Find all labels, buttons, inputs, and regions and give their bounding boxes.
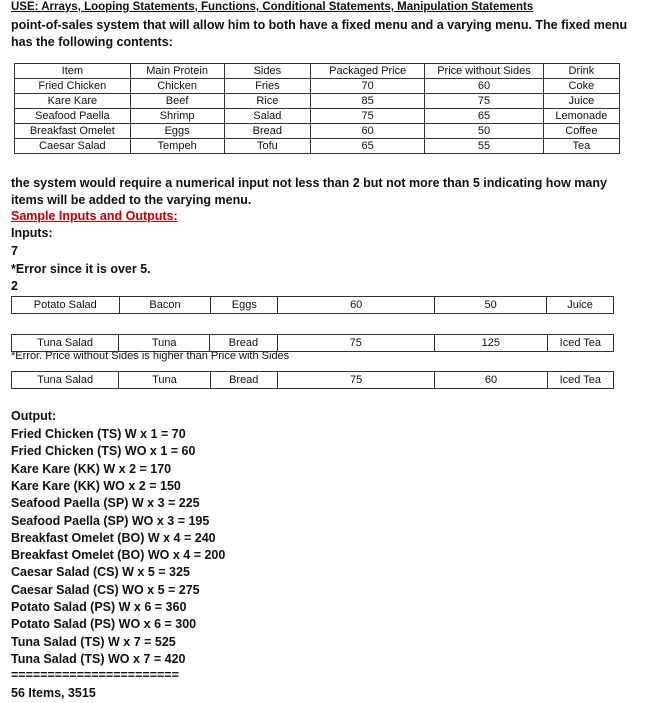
output-line: Tuna Salad (TS) W x 7 = 525 — [11, 634, 176, 649]
menu-row — [15, 124, 620, 139]
input-row-tuna-valid — [11, 371, 614, 389]
input-row-potato — [11, 296, 614, 314]
sample-title: Sample Inputs and Outputs: — [11, 209, 178, 223]
requirement-paragraph: the system would require a numerical input not less than 2 but not more than 5 indicating how many items will be added to the varying menu. — [11, 176, 607, 207]
menu-cell: Lemonade — [543, 109, 619, 124]
menu-cell: Tofu — [224, 139, 311, 154]
menu-cell: Salad — [224, 109, 311, 124]
input-cell: 125 — [434, 335, 547, 352]
menu-column-header: Sides — [224, 64, 311, 79]
output-line: Seafood Paella (SP) WO x 3 = 195 — [11, 513, 210, 528]
menu-cell: 75 — [425, 94, 544, 109]
menu-column-header: Item — [15, 64, 131, 79]
input-cell: Bacon — [119, 297, 211, 314]
menu-header-row — [15, 64, 620, 79]
menu-cell: Coffee — [543, 124, 619, 139]
output-line: Seafood Paella (SP) W x 3 = 225 — [11, 496, 200, 511]
menu-cell: 55 — [425, 139, 544, 154]
menu-cell: 75 — [311, 109, 425, 124]
input-cell: Tuna Salad — [12, 372, 119, 389]
input-cell: Iced Tea — [547, 372, 613, 389]
menu-row — [15, 79, 620, 94]
input-value-2: 2 — [11, 279, 18, 293]
menu-column-header: Main Protein — [130, 64, 224, 79]
error-message-2: *Error. Price without Sides is higher than Price with Sides — [11, 350, 290, 362]
input-cell: 50 — [435, 297, 547, 314]
menu-row — [15, 109, 620, 124]
input-cell: 60 — [278, 297, 435, 314]
menu-cell: 65 — [311, 139, 425, 154]
input-cell: 60 — [435, 372, 547, 389]
output-total: 56 Items, 3515 — [11, 686, 96, 700]
input-cell: 75 — [277, 335, 434, 352]
menu-cell: Juice — [543, 94, 619, 109]
input-cell: Bread — [210, 335, 277, 352]
output-line: Caesar Salad (CS) W x 5 = 325 — [11, 565, 190, 580]
output-line: Tuna Salad (TS) WO x 7 = 420 — [11, 651, 186, 666]
menu-row — [15, 94, 620, 109]
input-cell: Tuna — [119, 335, 210, 352]
menu-cell: Eggs — [130, 124, 224, 139]
output-line: Breakfast Omelet (BO) WO x 4 = 200 — [11, 548, 226, 563]
input-row — [12, 297, 614, 314]
input-row — [12, 372, 614, 389]
menu-cell: 60 — [425, 79, 544, 94]
output-label: Output: — [11, 409, 57, 423]
input-cell: Tuna Salad — [12, 335, 119, 352]
output-line: Caesar Salad (CS) WO x 5 = 275 — [11, 582, 200, 597]
output-line: Breakfast Omelet (BO) W x 4 = 240 — [11, 530, 216, 545]
input-cell: Potato Salad — [12, 297, 120, 314]
menu-cell: Rice — [224, 94, 311, 109]
inputs-label: Inputs: — [11, 226, 53, 240]
menu-cell: Breakfast Omelet — [15, 124, 131, 139]
menu-cell: Tea — [543, 139, 619, 154]
output-line: Potato Salad (PS) W x 6 = 360 — [11, 600, 187, 614]
menu-cell: Kare Kare — [15, 94, 131, 109]
use-line: USE: Arrays, Looping Statements, Functions, Conditional Statements, Manipulation Statements — [11, 1, 534, 13]
input-cell: Eggs — [211, 297, 278, 314]
input-row — [12, 335, 614, 352]
intro-paragraph: point-of-sales system that will allow him to both have a fixed menu and a varying menu. The fixed menu has the following contents: — [11, 18, 628, 49]
menu-cell: Shrimp — [130, 109, 224, 124]
output-line: Kare Kare (KK) W x 2 = 170 — [11, 461, 172, 476]
menu-cell: Tempeh — [130, 139, 224, 154]
menu-column-header: Price without Sides — [425, 64, 544, 79]
menu-column-header: Packaged Price — [311, 64, 425, 79]
menu-cell: Caesar Salad — [15, 139, 131, 154]
menu-cell: 60 — [311, 124, 425, 139]
output-line: Fried Chicken (TS) W x 1 = 70 — [11, 427, 186, 441]
output-separator: ======================= — [11, 668, 179, 682]
error-message-1: *Error since it is over 5. — [11, 262, 151, 276]
menu-cell: 70 — [311, 79, 425, 94]
menu-column-header: Drink — [543, 64, 619, 79]
menu-cell: Bread — [224, 124, 311, 139]
menu-cell: Chicken — [130, 79, 224, 94]
output-line: Fried Chicken (TS) WO x 1 = 60 — [11, 444, 196, 459]
menu-row — [15, 139, 620, 154]
output-line: Kare Kare (KK) WO x 2 = 150 — [11, 478, 181, 493]
menu-cell: Fries — [224, 79, 311, 94]
output-line: Potato Salad (PS) WO x 6 = 300 — [11, 617, 197, 632]
input-cell: Bread — [210, 372, 277, 389]
menu-cell: 65 — [425, 109, 544, 124]
menu-cell: 85 — [311, 94, 425, 109]
menu-cell: 50 — [425, 124, 544, 139]
menu-cell: Coke — [543, 79, 619, 94]
input-cell: Iced Tea — [547, 335, 613, 352]
menu-cell: Seafood Paella — [15, 109, 131, 124]
input-cell: Juice — [547, 297, 614, 314]
fixed-menu-table — [14, 63, 620, 154]
menu-cell: Beef — [130, 94, 224, 109]
input-cell: 75 — [277, 372, 434, 389]
menu-cell: Fried Chicken — [15, 79, 131, 94]
input-value-1: 7 — [11, 244, 18, 258]
input-cell: Tuna — [119, 372, 210, 389]
